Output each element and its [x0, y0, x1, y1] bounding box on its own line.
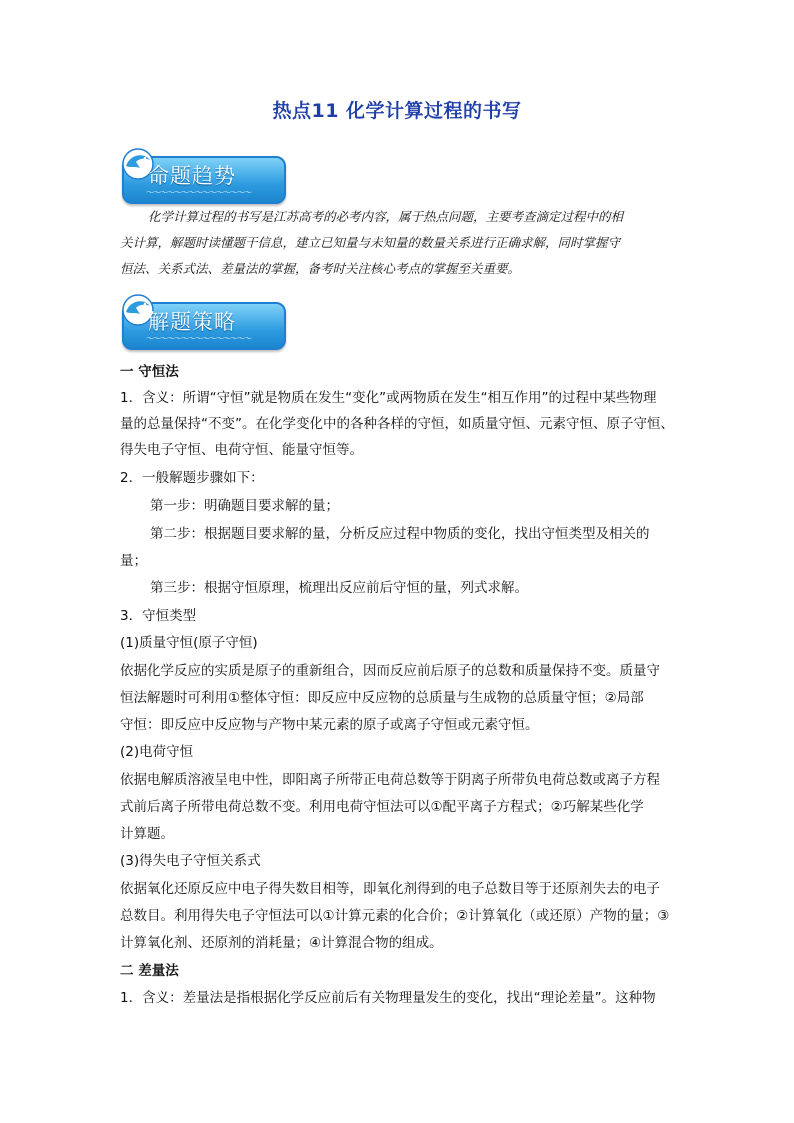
body-line: 得失电子守恒、电荷守恒、能量守恒等。: [120, 442, 363, 458]
body-line: 计算氧化剂、还原剂的消耗量；④计算混合物的组成。: [120, 935, 443, 951]
subsection-heading: (1)质量守恒(原子守恒): [120, 635, 258, 651]
intro-line: 关计算，解题时读懂题干信息，建立已知量与未知量的数量关系进行正确求解，同时掌握守: [120, 235, 621, 250]
wave-decoration: 〜〜〜〜〜〜〜〜〜〜〜〜〜〜〜: [146, 336, 251, 342]
body-line: 2．一般解题步骤如下：: [120, 470, 264, 486]
section-banner-strategy: [118, 292, 284, 350]
subsection-heading: (2)电荷守恒: [120, 744, 194, 760]
body-line: 恒法解题时可利用①整体守恒：即反应中反应物的总质量与生成物的总质量守恒；②局部: [120, 690, 644, 706]
intro-paragraph: [120, 204, 695, 282]
body-line: 依据氧化还原反应中电子得失数目相等，即氧化剂得到的电子总数目等于还原剂失去的电子: [120, 881, 660, 897]
body-line: 总数目。利用得失电子守恒法可以①计算元素的化合价；②计算氧化（或还原）产物的量；③: [120, 908, 670, 924]
body-line: 依据电解质溶液呈电中性，即阳离子所带正电荷总数等于阴离子所带负电荷总数或离子方程: [120, 772, 660, 788]
wave-decoration: 〜〜〜〜〜〜〜〜〜〜〜〜〜〜〜: [146, 190, 251, 196]
subsection-heading: 3．守恒类型: [120, 608, 197, 624]
banner-label: 命题趋势: [148, 164, 236, 188]
page-title: 热点11 化学计算过程的书写: [272, 100, 522, 122]
body-line: 1．含义：差量法是指根据化学反应前后有关物理量发生的变化，找出“理论差量”。这种物: [120, 990, 656, 1006]
subsection-heading: (3)得失电子守恒关系式: [120, 853, 261, 869]
body-line: 依据化学反应的实质是原子的重新组合，因而反应前后原子的总数和质量保持不变。质量守: [120, 663, 660, 679]
body-line: 计算题。: [120, 826, 174, 842]
section-heading: 二 差量法: [120, 963, 179, 979]
step-line: 第一步：明确题目要求解的量；: [150, 498, 339, 514]
body-line: 量的总量保持“不变”。在化学变化中的各种各样的守恒，如质量守恒、元素守恒、原子守恒、: [120, 416, 674, 432]
section-banner-trend: [118, 146, 284, 204]
body-line: 量；: [120, 553, 147, 569]
body-line: 1．含义：所谓“守恒”就是物质在发生“变化”或两物质在发生“相互作用”的过程中某些物理: [120, 390, 657, 406]
step-line: 第三步：根据守恒原理，梳理出反应前后守恒的量，列式求解。: [150, 580, 528, 596]
banner-label: 解题策略: [148, 310, 236, 334]
section-heading: 一 守恒法: [120, 364, 179, 380]
body-line: 守恒：即反应中反应物与产物中某元素的原子或离子守恒或元素守恒。: [120, 717, 539, 733]
intro-line: 恒法、关系式法、差量法的掌握，备考时关注核心考点的掌握至关重要。: [120, 261, 521, 276]
intro-line: 化学计算过程的书写是江苏高考的必考内容，属于热点问题，主要考查滴定过程中的相: [148, 209, 624, 224]
step-line: 第二步：根据题目要求解的量，分析反应过程中物质的变化，找出守恒类型及相关的: [150, 526, 650, 542]
body-line: 式前后离子所带电荷总数不变。利用电荷守恒法可以①配平离子方程式；②巧解某些化学: [120, 799, 644, 815]
